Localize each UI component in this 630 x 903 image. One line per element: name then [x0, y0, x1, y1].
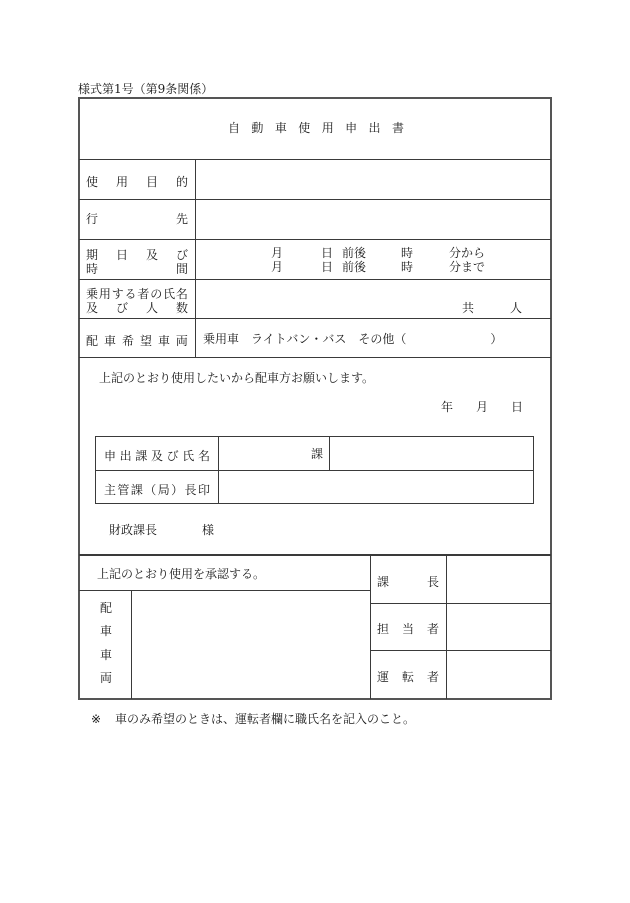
label-char: 日: [115, 248, 128, 262]
label-char: （: [144, 483, 157, 497]
rule: [79, 357, 551, 358]
rule: [370, 556, 371, 699]
label-char: 数: [175, 301, 188, 315]
staff-seal-field[interactable]: [448, 605, 550, 649]
staff-label: [377, 620, 439, 637]
date-from-month: 月: [271, 246, 284, 260]
date-from-hour: 時: [401, 246, 414, 260]
destination-field[interactable]: [197, 201, 549, 238]
form-number: 様式第1号（第9条関係）: [78, 82, 214, 96]
label-char: 乗: [86, 287, 99, 301]
label-char: 氏: [163, 287, 176, 301]
footnote: 車のみ希望のときは、運転者欄に職氏名を記入のこと。: [115, 712, 416, 726]
date-to-month: 月: [271, 260, 284, 274]
date-to-hour: 時: [401, 260, 414, 274]
label-char: び: [115, 301, 128, 315]
label-char: 及: [145, 248, 158, 262]
rule: [371, 603, 551, 604]
label-char: 車: [157, 334, 170, 348]
label-char: 及: [150, 449, 163, 463]
label-char: 車: [99, 624, 112, 639]
date-to-minute: 分まで: [449, 260, 486, 274]
label-char: 者: [426, 622, 439, 636]
label-char: 課: [135, 449, 148, 463]
chief-label: [377, 573, 439, 590]
passengers-field[interactable]: [197, 281, 549, 317]
approval-statement: 上記のとおり使用を承認する。: [97, 567, 266, 581]
date-from-ampm: 前後: [342, 246, 367, 260]
request-month: 月: [476, 400, 489, 414]
label-char: 望: [139, 334, 152, 348]
assigned-vehicle-field[interactable]: [133, 592, 369, 698]
label-char: 両: [99, 670, 112, 685]
passengers-total-label: 共: [462, 301, 475, 315]
rule: [131, 590, 132, 699]
request-year: 年: [441, 400, 454, 414]
label-char: 局: [157, 483, 170, 497]
driver-seal-field[interactable]: [448, 652, 550, 698]
label-char: 課: [377, 575, 390, 589]
rule: [329, 437, 330, 470]
label-char: 用: [321, 121, 334, 135]
passengers-unit-label: 人: [510, 301, 523, 315]
label-char: 的: [175, 175, 188, 189]
label-char: 長: [184, 483, 197, 497]
label-char: る: [124, 287, 137, 301]
rule: [79, 239, 551, 240]
label-char: 期: [86, 248, 99, 262]
date-from-minute: 分から: [449, 246, 486, 260]
label-char: 使: [86, 175, 99, 189]
label-char: 名: [175, 287, 188, 301]
passengers-label-line2: [86, 299, 188, 316]
label-char: 担: [377, 622, 390, 636]
label-char: 配: [99, 601, 112, 615]
label-char: 用: [115, 175, 128, 189]
label-char: 主: [104, 483, 117, 497]
applicant-label: [104, 447, 210, 464]
label-char: 両: [175, 334, 188, 348]
driver-label: [377, 668, 439, 685]
rule: [79, 554, 551, 556]
rule: [79, 279, 551, 280]
label-char: す: [111, 287, 124, 301]
label-char: 氏: [182, 449, 195, 463]
label-char: 車: [99, 647, 112, 662]
label-char: 転: [401, 670, 414, 684]
label-char: 時: [86, 262, 99, 276]
rule: [96, 470, 533, 471]
label-char: 者: [137, 287, 150, 301]
purpose-field[interactable]: [197, 161, 549, 198]
destination-label-left: 行: [86, 212, 99, 226]
label-char: 申: [345, 121, 358, 135]
label-char: 使: [298, 121, 311, 135]
label-char: 間: [175, 262, 188, 276]
vehicle-options[interactable]: 乗用車 ライトバン・バス その他（ ）: [203, 332, 503, 346]
rule: [195, 159, 196, 358]
label-char: 目: [145, 175, 158, 189]
label-char: 運: [377, 670, 390, 684]
rule: [79, 159, 551, 160]
date-from-day: 日: [321, 246, 334, 260]
rule: [218, 437, 219, 503]
chief-seal-field[interactable]: [448, 558, 550, 602]
request-statement: 上記のとおり使用したいから配車方お願いします。: [99, 371, 375, 385]
label-char: 用: [98, 287, 111, 301]
label-char: 課: [130, 483, 143, 497]
label-char: 車: [103, 334, 116, 348]
manager-seal-label: [104, 481, 210, 498]
request-day: 日: [511, 400, 524, 414]
addressee-honorific: 様: [202, 523, 215, 537]
label-char: 人: [145, 301, 158, 315]
date-label-line2: [86, 260, 188, 277]
destination-label-right: 先: [176, 212, 189, 226]
label-char: 希: [121, 334, 134, 348]
footnote-mark: ※: [91, 712, 102, 726]
label-char: 及: [86, 301, 99, 315]
label-char: 印: [197, 483, 210, 497]
label-char: 動: [251, 121, 264, 135]
label-char: 申: [104, 449, 117, 463]
manager-seal-field[interactable]: [220, 472, 532, 503]
date-to-ampm: 前後: [342, 260, 367, 274]
rule: [371, 650, 551, 651]
label-char: 車: [274, 121, 287, 135]
rule: [446, 556, 447, 699]
addressee: 財政課長: [109, 523, 158, 537]
applicant-name-field[interactable]: [331, 438, 532, 469]
form-title: [228, 121, 404, 135]
label-char: 名: [197, 449, 210, 463]
rule: [79, 318, 551, 319]
label-char: ）: [171, 483, 184, 497]
applicant-section-suffix: 課: [311, 447, 324, 461]
rule: [79, 590, 370, 591]
label-char: 管: [117, 483, 130, 497]
label-char: 配: [86, 334, 99, 348]
label-char: 自: [228, 121, 241, 135]
date-to-day: 日: [321, 260, 334, 274]
label-char: 長: [426, 575, 439, 589]
label-char: 書: [391, 121, 404, 135]
assigned-vehicle-label: [96, 601, 116, 685]
label-char: び: [175, 248, 188, 262]
label-char: の: [150, 287, 163, 301]
label-char: 者: [426, 670, 439, 684]
label-char: び: [166, 449, 179, 463]
purpose-label: [86, 173, 188, 190]
label-char: 当: [401, 622, 414, 636]
rule: [79, 199, 551, 200]
vehicle-label: [86, 332, 188, 349]
label-char: 出: [368, 121, 381, 135]
label-char: 出: [119, 449, 132, 463]
